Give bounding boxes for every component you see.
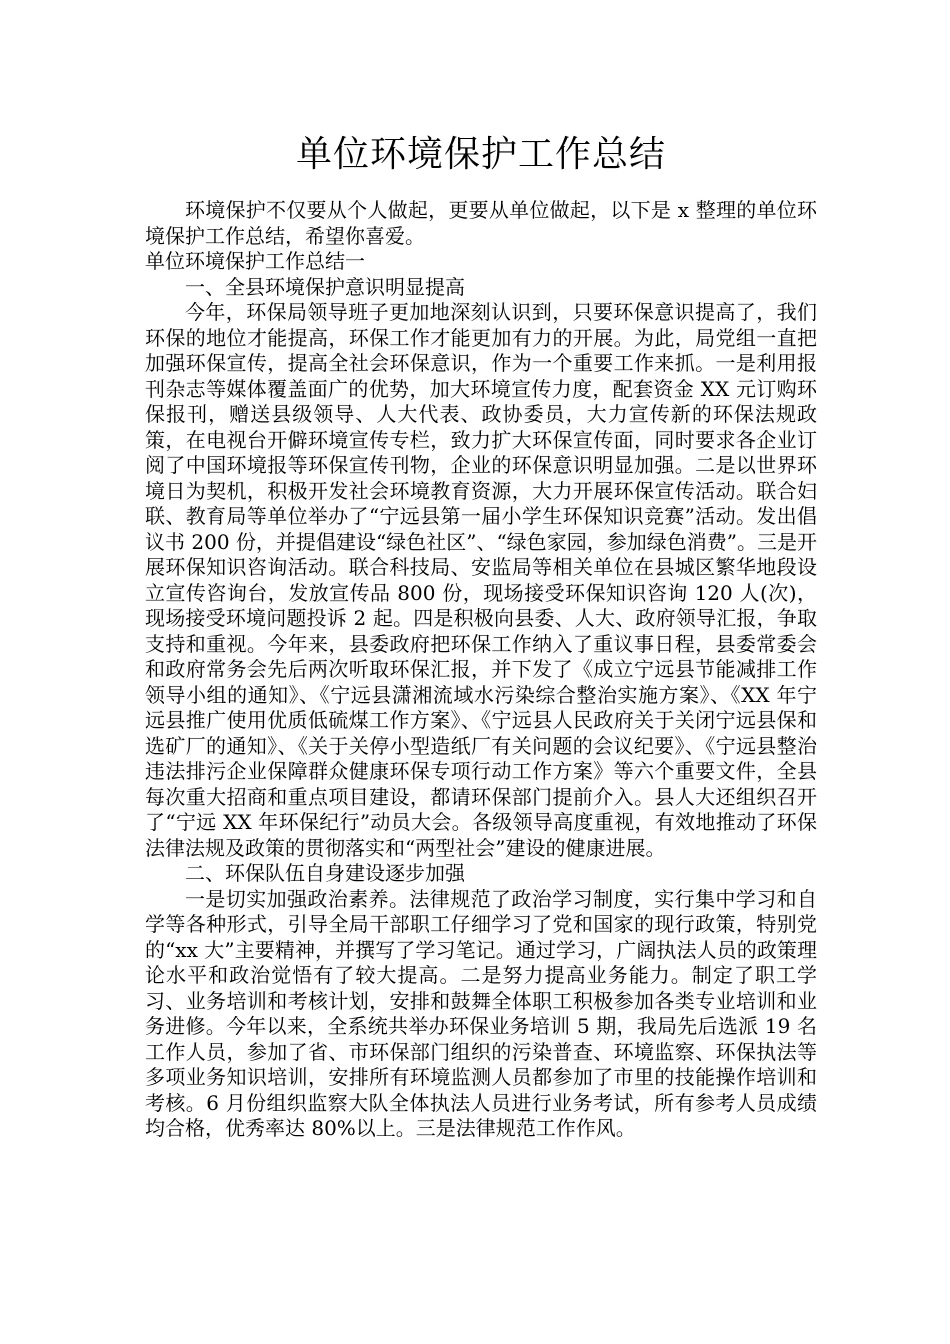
section1-paragraph: 今年，环保局领导班子更加地深刻认识到，只要环保意识提高了，我们环保的地位才能提高，环保工作才能更加有力的开展。为此，局党组一直把加强环保宣传，提高全社会环保意识，作为一个重要工作来抓。一是利用报刊杂志等媒体覆盖面广的优势，加大环境宣传力度，配套资金 XX 元订购环保报刊，赠送县级领导、人大代表、政协委员，大力宣传新的环保法规政策，在电视台开僻环境宣传专栏，致力扩大环保宣传面，同时要求各企业订阅了中国环境报等环保宣传刊物，企业的环保意识明显加强。二是以世界环境日为契机，积极开发社会环境教育资源，大力开展环保宣传活动。联合妇联、教育局等单位举办了“宁远县第一届小学生环保知识竞赛”活动。发出倡议书 200 份，并提倡建设“绿色社区”、“绿色家园，参加绿色消费”。三是开展环保知识咨询活动。联合科技局、安监局等相关单位在县城区繁华地段设立宣传咨询台，发放宣传品 800 份，现场接受环保知识咨询 120 人(次)，现场接受环境问题投诉 2 起。四是积极向县委、人大、政府领导汇报，争取支持和重视。今年来，县委政府把环保工作纳入了重议事日程，县委常委会和政府常务会先后两次听取环保汇报，并下发了《成立宁远县节能减排工作领导小组的通知》、《宁远县潇湘流域水污染综合整治实施方案》、《XX 年宁远县推广使用优质低硫煤工作方案》、《宁远县人民政府关于关闭宁远县保和选矿厂的通知》、《关于关停小型造纸厂有关问题的会议纪要》、《宁远县整治违法排污企业保障群众健康环保专项行动工作方案》等六个重要文件，全县每次重大招商和重点项目建设，都请环保部门提前介入。县人大还组织召开了“宁远 XX 年环保纪行”动员大会。各级领导高度重视，有效地推动了环保法律法规及政策的贯彻落实和“两型社会”建设的健康进展。	[145, 300, 817, 860]
section-subtitle: 单位环境保护工作总结一	[145, 249, 365, 273]
document-body	[145, 198, 817, 1142]
section1-heading: 一、全县环境保护意识明显提高	[185, 274, 465, 299]
section2-paragraph: 一是切实加强政治素养。法律规范了政治学习制度，实行集中学习和自学等各种形式，引导全局干部职工仔细学习了党和国家的现行政策，特别党的“xx 大”主要精神，并撰写了学习笔记。通过学习，广阔执法人员的政策理论水平和政治觉悟有了较大提高。二是努力提高业务能力。制定了职工学习、业务培训和考核计划，安排和鼓舞全体职工积极参加各类专业培训和业务进修。今年以来，全系统共举办环保业务培训 5 期，我局先后选派 19 名工作人员，参加了省、市环保部门组织的污染普查、环境监察、环保执法等多项业务知识培训，安排所有环境监测人员都参加了市里的技能操作培训和考核。6 月份组织监察大队全体执法人员进行业务考试，所有参考人员成绩均合格，优秀率达 80%以上。三是法律规范工作作风。	[145, 886, 817, 1140]
document-page	[145, 0, 817, 1142]
section2-heading: 二、环保队伍自身建设逐步加强	[185, 861, 465, 885]
document-title: 单位环境保护工作总结	[295, 134, 666, 175]
intro-paragraph: 环境保护不仅要从个人做起，更要从单位做起，以下是 x 整理的单位环境保护工作总结，希望你喜爱。	[145, 198, 817, 248]
